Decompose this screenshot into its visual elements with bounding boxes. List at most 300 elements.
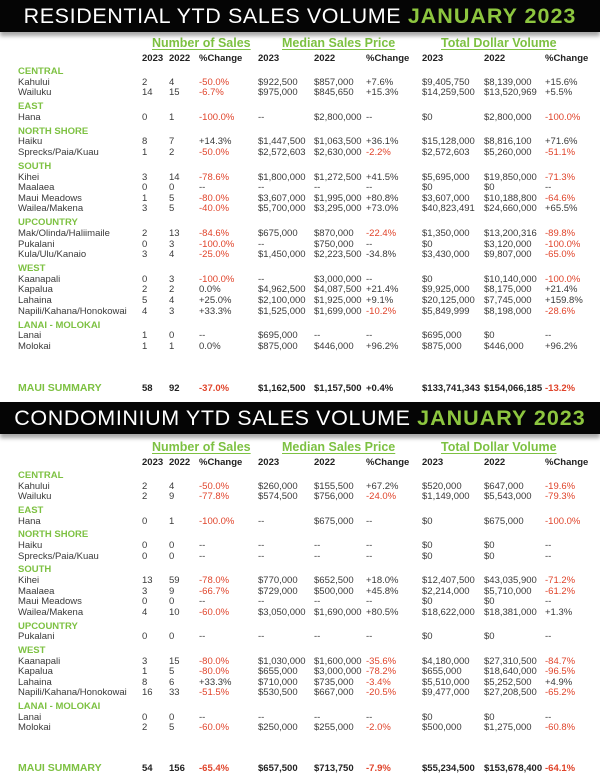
column-header: %Change (545, 457, 589, 468)
cell-value: -60.0% (199, 606, 230, 618)
cell-value: -80.0% (199, 655, 230, 667)
region-label: WEST (18, 263, 46, 275)
cell-value: -- (314, 631, 321, 643)
table-row (0, 631, 600, 642)
residential-title-date: JANUARY 2023 (407, 4, 577, 28)
cell-value: -100.0% (545, 515, 581, 527)
cell-value: $155,500 (314, 480, 354, 492)
cell-value: $922,500 (258, 76, 298, 88)
cell-value: +15.6% (545, 76, 578, 88)
area-name: Sprecks/Paia/Kuau (18, 147, 99, 158)
area-name: Kihei (18, 171, 40, 183)
table-row (0, 722, 600, 733)
cell-value: -80.0% (199, 666, 230, 678)
cell-value: -- (199, 182, 206, 194)
cell-value: 3 (142, 203, 148, 215)
cell-value: 15 (169, 87, 180, 99)
column-header: %Change (366, 53, 410, 64)
area-name: Mak/Olinda/Haliimaile (18, 228, 110, 239)
cell-value: $675,000 (484, 515, 524, 527)
cell-value: -- (314, 182, 321, 194)
cell-value: $500,000 (422, 722, 462, 734)
cell-value: 2 (142, 722, 148, 734)
cell-value: -- (314, 540, 321, 551)
cell-value: $695,000 (422, 330, 462, 342)
cell-value: $3,050,000 (258, 606, 306, 618)
cell-value: 5 (169, 192, 175, 204)
column-header: 2023 (258, 53, 280, 64)
cell-value: $1,447,500 (258, 136, 306, 148)
cell-value: -100.0% (545, 238, 581, 250)
cell-value: $2,100,000 (258, 295, 306, 306)
table-row (0, 306, 600, 317)
column-header: 2022 (484, 457, 506, 468)
cell-value: -71.2% (545, 575, 576, 586)
cell-value: +25.0% (199, 295, 232, 306)
cell-value: $10,140,000 (484, 273, 537, 285)
cell-value: $1,275,000 (484, 722, 532, 734)
cell-value: 1 (169, 340, 175, 352)
cell-value: $1,030,000 (258, 655, 306, 667)
region-label: UPCOUNTRY (18, 217, 78, 229)
table-row (0, 575, 600, 586)
cell-value: $675,000 (314, 515, 354, 527)
cell-value: -- (545, 550, 552, 562)
cell-value: $0 (484, 550, 495, 562)
cell-value: $1,450,000 (258, 249, 306, 261)
area-name: Maalaea (18, 182, 55, 194)
cell-value: +5.5% (545, 87, 573, 99)
cell-value: $647,000 (484, 480, 524, 492)
summary-value: 54 (142, 763, 153, 774)
area-name: Molokai (18, 340, 51, 352)
condominium-title: CONDOMINIUM YTD SALES VOLUME (14, 406, 411, 430)
cell-value: $4,962,500 (258, 284, 306, 296)
cell-value: $520,000 (422, 480, 462, 492)
cell-value: $857,000 (314, 76, 354, 88)
cell-value: -- (199, 596, 206, 608)
table-row (0, 551, 600, 562)
cell-value: $8,175,000 (484, 284, 532, 296)
summary-value: -65.4% (199, 763, 230, 774)
cell-value: -60.8% (545, 722, 576, 734)
cell-value: $5,260,000 (484, 147, 532, 158)
cell-value: $9,807,000 (484, 249, 532, 261)
condominium-title-band (0, 402, 600, 434)
area-name: Kihei (18, 575, 40, 586)
cell-value: 1 (142, 147, 148, 158)
table-row (0, 491, 600, 502)
cell-value: -40.0% (199, 203, 230, 215)
cell-value: 5 (169, 722, 175, 734)
cell-value: +36.1% (366, 136, 399, 148)
area-name: Kapalua (18, 284, 53, 296)
cell-value: +96.2% (366, 340, 399, 352)
summary-value: -64.1% (545, 763, 576, 774)
cell-value: $0 (422, 111, 433, 123)
cell-value: -- (199, 330, 206, 342)
cell-value: 2 (142, 76, 148, 88)
cell-value: 4 (169, 76, 175, 88)
cell-value: +9.1% (366, 295, 394, 306)
cell-value: -35.6% (366, 655, 397, 667)
column-header: 2023 (142, 53, 164, 64)
area-name: Lanai (18, 330, 42, 342)
cell-value: +45.8% (366, 585, 399, 597)
cell-value: 2 (142, 480, 148, 492)
cell-value: -- (366, 238, 373, 250)
cell-value: $975,000 (258, 87, 298, 99)
cell-value: 3 (142, 249, 148, 261)
cell-value: -79.3% (545, 491, 576, 503)
summary-row (0, 763, 600, 774)
cell-value: $5,710,000 (484, 585, 532, 597)
table-row (0, 172, 600, 183)
cell-value: $1,690,000 (314, 606, 362, 618)
cell-value: -- (199, 631, 206, 643)
cell-value: $0 (484, 330, 495, 342)
cell-value: $27,208,500 (484, 687, 537, 699)
table-row (0, 341, 600, 352)
cell-value: +1.3% (545, 606, 573, 618)
column-header: %Change (366, 457, 410, 468)
area-name: Maui Meadows (18, 192, 82, 204)
cell-value: $2,223,500 (314, 249, 362, 261)
cell-value: -- (258, 631, 265, 643)
cell-value: $14,259,500 (422, 87, 475, 99)
cell-value: -- (314, 596, 321, 608)
table-row (0, 656, 600, 667)
cell-value: $0 (422, 550, 433, 562)
cell-value: $13,200,316 (484, 228, 537, 239)
cell-value: $20,125,000 (422, 295, 475, 306)
cell-value: 5 (169, 666, 175, 678)
cell-value: 5 (169, 203, 175, 215)
cell-value: 3 (169, 305, 175, 317)
summary-value: $133,741,343 (422, 383, 481, 394)
table-row (0, 295, 600, 306)
group-header-total-dollar-volume: Total Dollar Volume (441, 440, 557, 454)
cell-value: +41.5% (366, 171, 399, 183)
cell-value: 15 (169, 655, 180, 667)
cell-value: $729,000 (258, 585, 298, 597)
table-row (0, 516, 600, 527)
cell-value: $3,607,000 (258, 192, 306, 204)
group-header-median-sales-price: Median Sales Price (282, 36, 396, 50)
area-name: Maalaea (18, 585, 55, 597)
cell-value: -78.2% (366, 666, 397, 678)
cell-value: -- (366, 111, 373, 123)
cell-value: 7 (169, 136, 175, 148)
cell-value: +67.2% (366, 480, 399, 492)
group-header-total-dollar-volume: Total Dollar Volume (441, 36, 557, 50)
cell-value: -24.0% (366, 491, 397, 503)
cell-value: 1 (142, 666, 148, 678)
cell-value: -- (258, 273, 265, 285)
summary-value: -37.0% (199, 383, 230, 394)
summary-value: $713,750 (314, 763, 354, 774)
cell-value: 4 (142, 606, 148, 618)
cell-value: -50.0% (199, 147, 230, 158)
region-label: CENTRAL (18, 66, 64, 77)
table-row (0, 607, 600, 618)
cell-value: $40,823,491 (422, 203, 475, 215)
cell-value: $18,622,000 (422, 606, 475, 618)
cell-value: $655,000 (258, 666, 298, 678)
cell-value: $2,800,000 (484, 111, 532, 123)
table-row (0, 136, 600, 147)
cell-value: +71.6% (545, 136, 578, 148)
area-name: Napili/Kahana/Honokowai (18, 305, 127, 317)
cell-value: 0 (169, 182, 175, 194)
column-header: 2022 (484, 53, 506, 64)
cell-value: -- (199, 711, 206, 723)
cell-value: 14 (169, 171, 180, 183)
cell-value: $2,800,000 (314, 111, 362, 123)
condominium-title-date: JANUARY 2023 (417, 406, 586, 430)
cell-value: -3.4% (366, 676, 391, 688)
table-row (0, 112, 600, 123)
cell-value: -- (545, 631, 552, 643)
table-row (0, 182, 600, 193)
cell-value: 5 (142, 295, 148, 306)
summary-label: MAUI SUMMARY (18, 762, 102, 774)
cell-value: -20.5% (366, 687, 397, 699)
cell-value: -- (258, 596, 265, 608)
cell-value: 4 (169, 480, 175, 492)
cell-value: -96.5% (545, 666, 576, 678)
cell-value: -60.0% (199, 722, 230, 734)
cell-value: $5,695,000 (422, 171, 470, 183)
cell-value: $0 (422, 238, 433, 250)
column-header: %Change (199, 457, 243, 468)
region-label: UPCOUNTRY (18, 620, 78, 632)
cell-value: $27,310,500 (484, 655, 537, 667)
cell-value: $2,572,603 (422, 147, 470, 158)
cell-value: $5,543,000 (484, 491, 532, 503)
cell-value: $255,000 (314, 722, 354, 734)
table-row (0, 712, 600, 723)
cell-value: 0 (169, 550, 175, 562)
cell-value: $19,850,000 (484, 171, 537, 183)
cell-value: +96.2% (545, 340, 578, 352)
cell-value: $2,630,000 (314, 147, 362, 158)
column-header: %Change (545, 53, 589, 64)
area-name: Lahaina (18, 295, 52, 306)
region-label: EAST (18, 101, 44, 113)
column-header: 2023 (258, 457, 280, 468)
cell-value: +21.4% (545, 284, 578, 296)
cell-value: 0 (142, 711, 148, 723)
cell-value: $8,198,000 (484, 305, 532, 317)
residential-title-band (0, 0, 600, 32)
cell-value: -50.0% (199, 480, 230, 492)
group-header-number-of-sales: Number of Sales (152, 36, 251, 50)
cell-value: $18,381,000 (484, 606, 537, 618)
summary-value: $154,066,185 (484, 383, 543, 394)
cell-value: -77.8% (199, 491, 230, 503)
cell-value: -- (258, 182, 265, 194)
cell-value: 13 (169, 228, 180, 239)
cell-value: $0 (422, 273, 433, 285)
cell-value: $1,925,000 (314, 295, 362, 306)
cell-value: $446,000 (484, 340, 524, 352)
table-row (0, 228, 600, 239)
cell-value: -- (314, 550, 321, 562)
cell-value: 0 (142, 631, 148, 643)
area-name: Kahului (18, 76, 50, 88)
cell-value: -78.0% (199, 575, 230, 586)
cell-value: -25.0% (199, 249, 230, 261)
summary-row (0, 383, 600, 394)
cell-value: $8,139,000 (484, 76, 532, 88)
cell-value: 3 (169, 273, 175, 285)
cell-value: $0 (422, 182, 433, 194)
cell-value: -100.0% (199, 238, 235, 250)
region-label: NORTH SHORE (18, 125, 89, 137)
cell-value: 0 (142, 596, 148, 608)
cell-value: -51.5% (199, 687, 230, 699)
cell-value: -19.6% (545, 480, 576, 492)
cell-value: -78.6% (199, 171, 230, 183)
cell-value: 0 (169, 631, 175, 643)
cell-value: 2 (142, 228, 148, 239)
cell-value: $5,510,000 (422, 676, 470, 688)
cell-value: 9 (169, 585, 175, 597)
cell-value: 0 (142, 111, 148, 123)
cell-value: -- (366, 550, 373, 562)
cell-value: -- (258, 111, 265, 123)
cell-value: -- (258, 540, 265, 551)
cell-value: +65.5% (545, 203, 578, 215)
cell-value: -28.6% (545, 305, 576, 317)
cell-value: $4,180,000 (422, 655, 470, 667)
cell-value: -89.8% (545, 228, 576, 239)
cell-value: -2.0% (366, 722, 391, 734)
table-row (0, 586, 600, 597)
cell-value: +80.8% (366, 192, 399, 204)
cell-value: 59 (169, 575, 180, 586)
cell-value: -- (545, 182, 552, 194)
cell-value: $9,405,750 (422, 76, 470, 88)
cell-value: $3,430,000 (422, 249, 470, 261)
cell-value: $1,063,500 (314, 136, 362, 148)
cell-value: $0 (422, 540, 433, 551)
cell-value: 1 (142, 340, 148, 352)
cell-value: -- (258, 550, 265, 562)
cell-value: -- (545, 711, 552, 723)
area-name: Wailea/Makena (18, 606, 84, 618)
cell-value: 0 (142, 515, 148, 527)
cell-value: 1 (142, 330, 148, 342)
cell-value: $0 (422, 711, 433, 723)
cell-value: $1,800,000 (258, 171, 306, 183)
table-row (0, 239, 600, 250)
cell-value: +7.6% (366, 76, 394, 88)
cell-value: 2 (169, 147, 175, 158)
cell-value: $870,000 (314, 228, 354, 239)
summary-value: 58 (142, 383, 153, 394)
cell-value: $260,000 (258, 480, 298, 492)
region-label: EAST (18, 505, 44, 516)
cell-value: -- (314, 330, 321, 342)
column-header: 2023 (422, 457, 444, 468)
cell-value: $24,660,000 (484, 203, 537, 215)
cell-value: 2 (169, 284, 175, 296)
cell-value: +159.8% (545, 295, 583, 306)
cell-value: +33.3% (199, 305, 232, 317)
cell-value: $18,640,000 (484, 666, 537, 678)
summary-value: $1,157,500 (314, 383, 362, 394)
cell-value: 0 (169, 596, 175, 608)
group-header-number-of-sales: Number of Sales (152, 440, 251, 454)
column-header: 2022 (169, 53, 191, 64)
cell-value: -- (366, 515, 373, 527)
cell-value: 0 (169, 330, 175, 342)
area-name: Hana (18, 515, 41, 527)
cell-value: -- (366, 711, 373, 723)
cell-value: $1,350,000 (422, 228, 470, 239)
cell-value: $0 (484, 631, 495, 643)
cell-value: $530,500 (258, 687, 298, 699)
cell-value: -6.7% (199, 87, 224, 99)
cell-value: -34.8% (366, 249, 397, 261)
table-row (0, 77, 600, 88)
cell-value: $750,000 (314, 238, 354, 250)
summary-value: $1,162,500 (258, 383, 306, 394)
cell-value: $0 (422, 515, 433, 527)
cell-value: -- (258, 238, 265, 250)
cell-value: 33 (169, 687, 180, 699)
cell-value: 4 (142, 305, 148, 317)
cell-value: -66.7% (199, 585, 230, 597)
cell-value: -- (366, 540, 373, 551)
column-header: 2022 (314, 53, 336, 64)
cell-value: 0.0% (199, 340, 221, 352)
cell-value: $15,128,000 (422, 136, 475, 148)
cell-value: 9 (169, 491, 175, 503)
group-header-median-sales-price: Median Sales Price (282, 440, 396, 454)
cell-value: $5,252,500 (484, 676, 532, 688)
cell-value: $7,745,000 (484, 295, 532, 306)
area-name: Pukalani (18, 238, 55, 250)
cell-value: -- (545, 596, 552, 608)
column-header: 2022 (314, 457, 336, 468)
area-name: Kaanapali (18, 655, 61, 667)
cell-value: $0 (484, 711, 495, 723)
cell-value: 4 (169, 295, 175, 306)
cell-value: $2,214,000 (422, 585, 470, 597)
cell-value: $5,700,000 (258, 203, 306, 215)
cell-value: $2,572,603 (258, 147, 306, 158)
cell-value: 0 (142, 540, 148, 551)
cell-value: 4 (169, 249, 175, 261)
table-row (0, 666, 600, 677)
cell-value: -100.0% (199, 515, 235, 527)
cell-value: $845,650 (314, 87, 354, 99)
cell-value: 3 (142, 585, 148, 597)
area-name: Kula/Ulu/Kanaio (18, 249, 87, 261)
table-row (0, 540, 600, 551)
cell-value: +18.0% (366, 575, 399, 586)
cell-value: -100.0% (545, 273, 581, 285)
summary-value: -7.9% (366, 763, 391, 774)
summary-value: $657,500 (258, 763, 298, 774)
cell-value: $652,500 (314, 575, 354, 586)
cell-value: -65.0% (545, 249, 576, 261)
cell-value: 14 (142, 87, 153, 99)
region-label: NORTH SHORE (18, 529, 89, 541)
